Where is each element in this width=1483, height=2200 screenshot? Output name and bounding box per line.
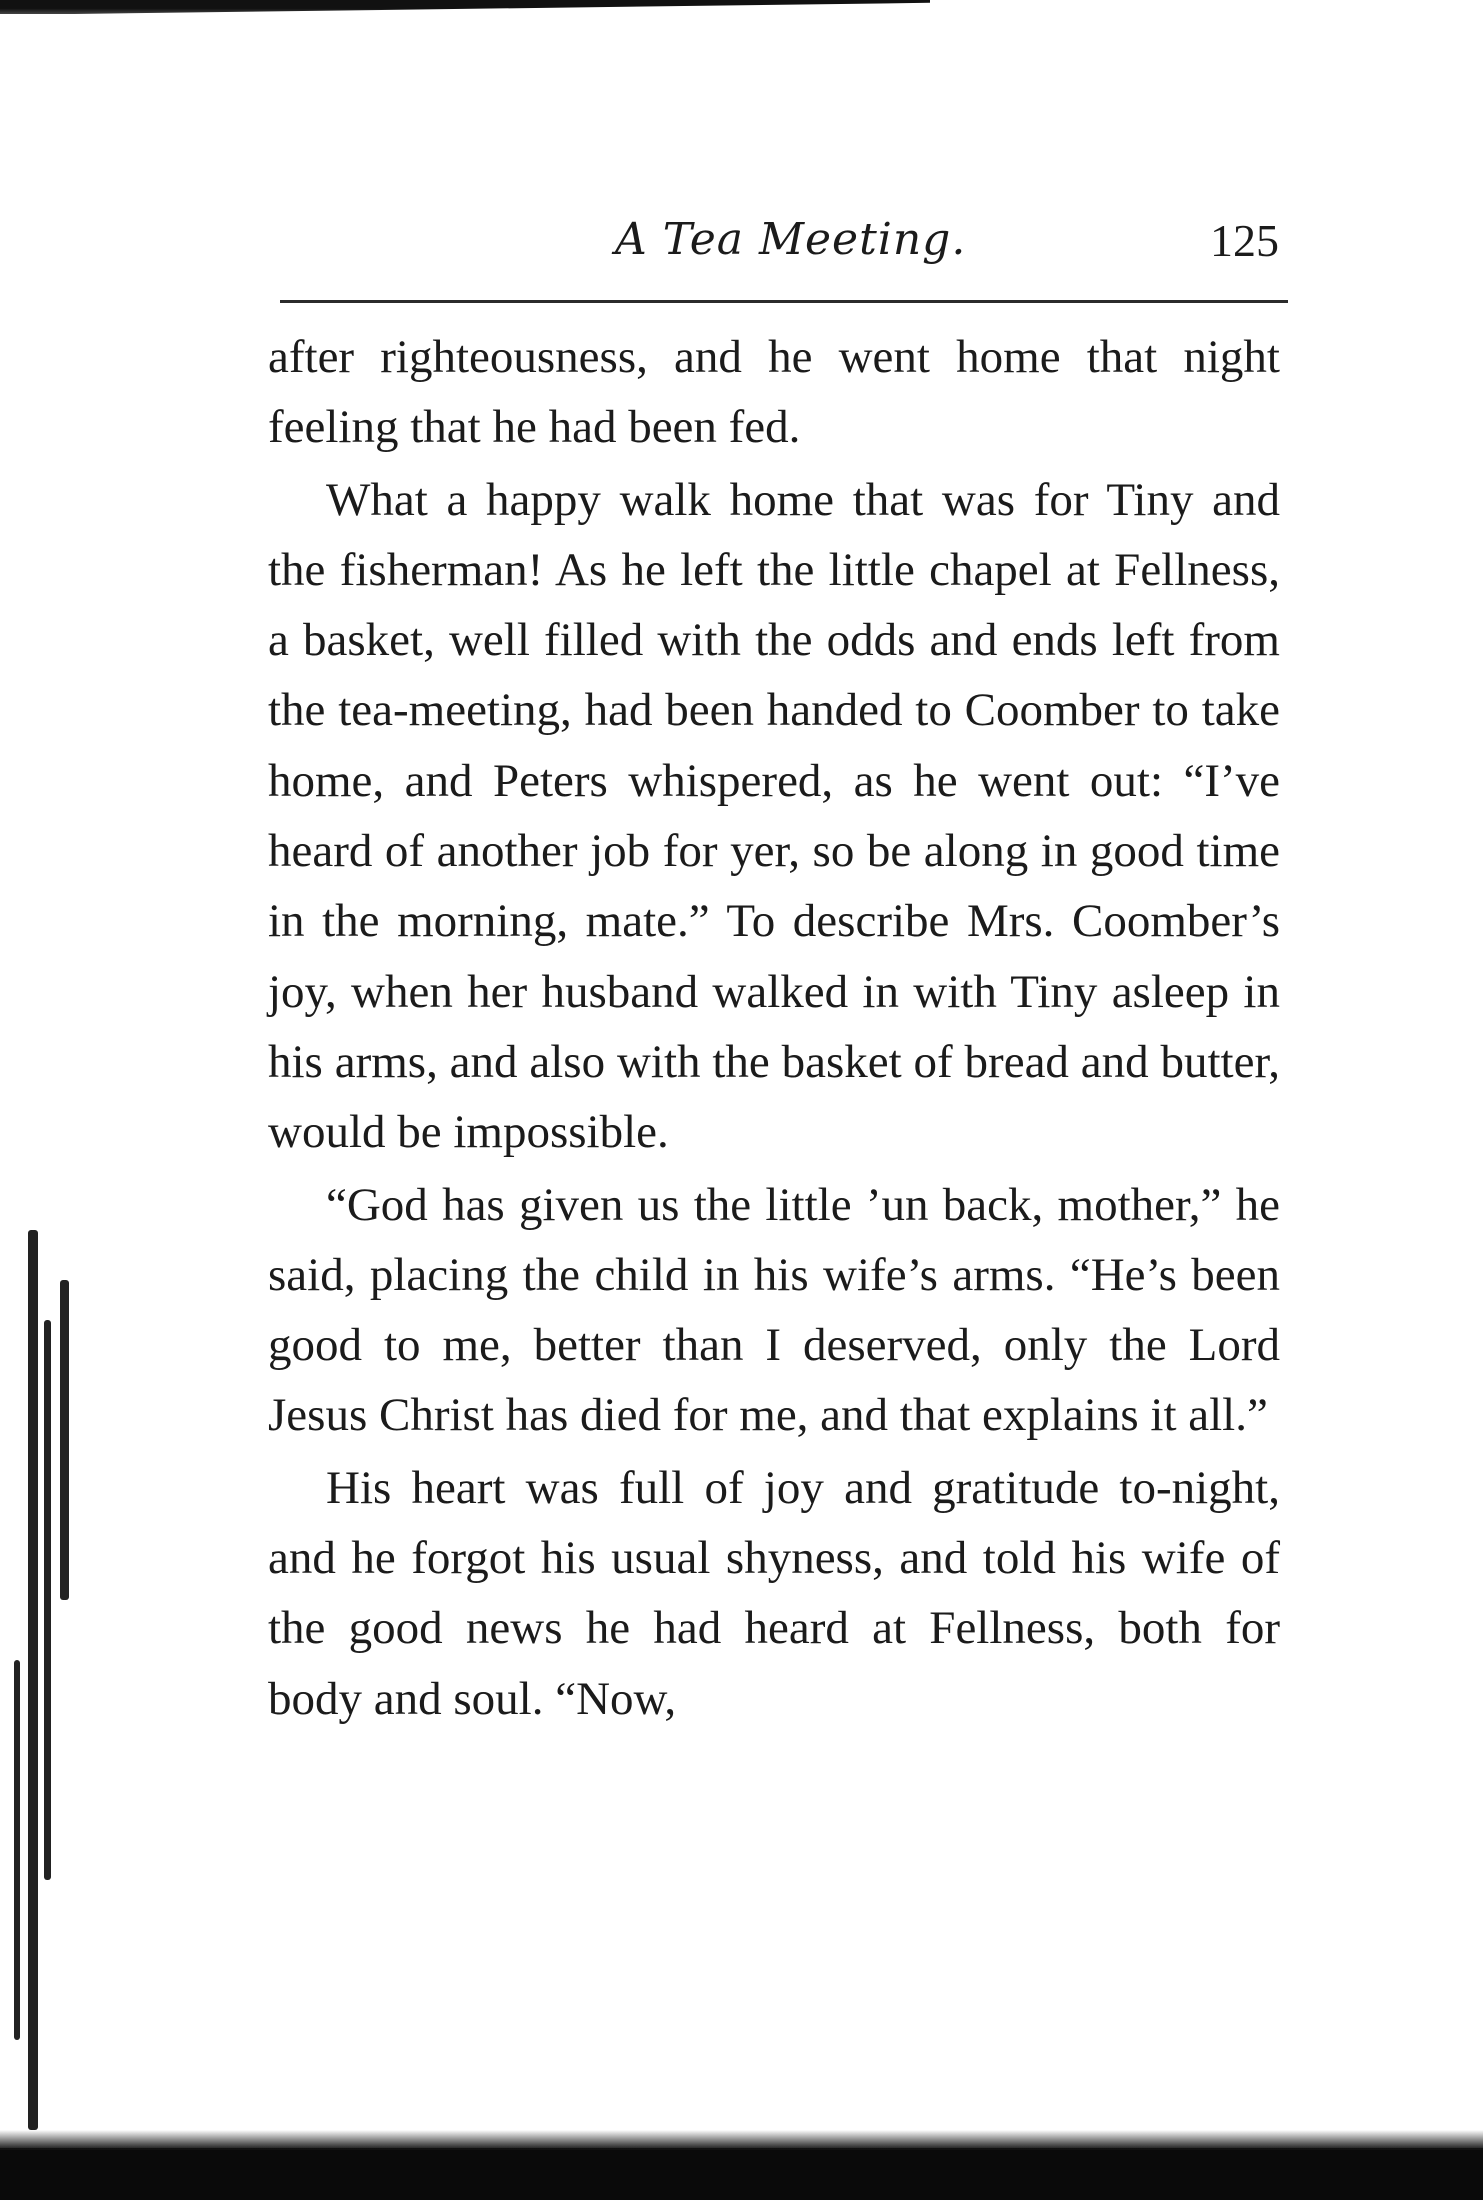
running-title: A Tea Meeting.	[615, 214, 967, 265]
running-header	[270, 210, 1285, 280]
binding-shadow	[0, 1200, 95, 2160]
body-text	[268, 322, 1280, 1734]
page-number: 125	[1210, 215, 1279, 266]
header-rule	[280, 300, 1288, 303]
paragraph-continued: after righteousness, and he went home that night feeling that he had been fed.	[268, 331, 1280, 454]
page-top-edge-shadow	[0, 0, 930, 14]
paragraph: What a happy walk home that was for Tiny and the fisherman! As he left the little chapel at Fellness, a basket, well filled with the odds and ends left from the tea-meeting, had been handed to Coomber to take home, and Peters whispered, as he went out: “I’ve heard of another job for yer, so be along in good time in the morning, mate.” To describe Mrs. Coomber’s joy, when her husband walked in with Tiny asleep in his arms, and also with the basket of bread and butter, would be impossible.	[268, 473, 1280, 1159]
page-bottom-edge-shadow	[0, 2148, 1483, 2200]
paragraph: His heart was full of joy and gratitude to-night, and he forgot his usual shyness, and told his wife of the good news he had heard at Fellness, both for body and soul. “Now,	[268, 1461, 1280, 1725]
paragraph: “God has given us the little ’un back, mother,” he said, placing the child in his wife’s arms. “He’s been good to me, better than I deserved, only the Lord Jesus Christ has died for me, and that explains it all.”	[268, 1178, 1280, 1442]
